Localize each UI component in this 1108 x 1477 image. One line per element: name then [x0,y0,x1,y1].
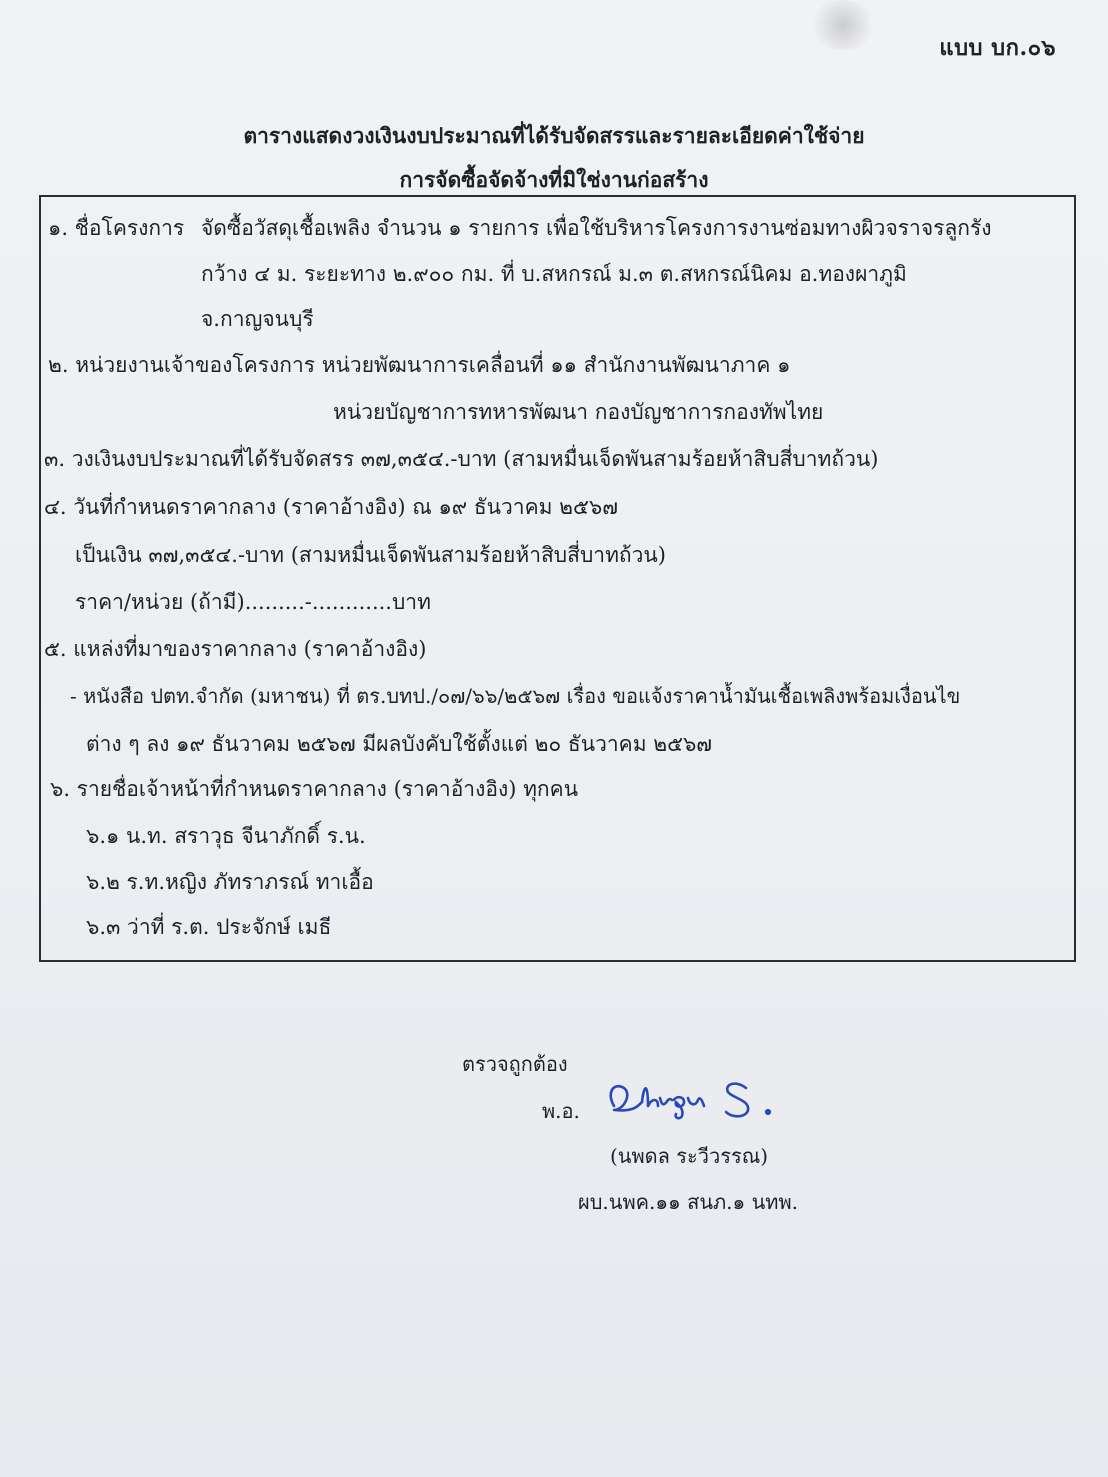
item-1-label: ๑. ชื่อโครงการ [48,216,185,240]
item-1-project-name-line-1: จัดซื้อวัสดุเชื้อเพลิง จำนวน ๑ รายการ เพื่อใช้บริหารโครงการงานซ่อมทางผิวจราจรลูกรัง [201,216,992,240]
item-4-date: ๔. วันที่กำหนดราคากลาง (ราคาอ้างอิง) ณ ๑๙ ธันวาคม ๒๕๖๗ [44,495,619,519]
item-1-project-name-line-2: กว้าง ๔ ม. ระยะทาง ๒.๙๐๐ กม. ที่ บ.สหกรณ์ ม.๓ ต.สหกรณ์นิคม อ.ทองผาภูมิ [201,262,907,286]
item-6-officer-2: ๖.๒ ร.ท.หญิง ภัทราภรณ์ ทาเอื้อ [86,870,374,894]
document-title-line-1: ตารางแสดงวงเงินงบประมาณที่ได้รับจัดสรรและรายละเอียดค่าใช้จ่าย [243,123,865,148]
item-6-officer-1: ๖.๑ น.ท. สราวุธ จีนาภักดิ์ ร.น. [86,824,366,848]
signer-position: ผบ.นพค.๑๑ สนภ.๑ นทพ. [578,1190,798,1214]
item-3-budget: ๓. วงเงินงบประมาณที่ได้รับจัดสรร ๓๗,๓๕๔.-บาท (สามหมื่นเจ็ดพันสามร้อยห้าสิบสี่บาทถ้วน) [44,447,879,471]
item-1-project-name-line-3: จ.กาญจนบุรี [201,307,314,331]
item-4-unit-price: ราคา/หน่วย (ถ้ามี).........-............บาท [75,590,431,614]
signer-name: (นพดล ระวีวรรณ) [610,1144,769,1168]
document-title-line-2: การจัดซื้อจัดจ้างที่มิใช่งานก่อสร้าง [399,167,709,192]
item-5-source-line-2: ต่าง ๆ ลง ๑๙ ธันวาคม ๒๕๖๗ มีผลบังคับใช้ตั้งแต่ ๒๐ ธันวาคม ๒๕๖๗ [86,732,713,756]
item-2-owner-line-1: ๒. หน่วยงานเจ้าของโครงการ หน่วยพัฒนาการเคลื่อนที่ ๑๑ สำนักงานพัฒนาภาค ๑ [48,353,791,377]
item-6-officers-heading: ๖. รายชื่อเจ้าหน้าที่กำหนดราคากลาง (ราคาอ้างอิง) ทุกคน [50,777,579,801]
handwritten-signature [604,1076,784,1126]
item-5-source-line-1: - หนังสือ ปตท.จำกัด (มหาชน) ที่ ตร.บทป./๐๗/๖๖/๒๕๖๗ เรื่อง ขอแจ้งราคาน้ำมันเชื้อเพลิงพร้อมเงื่อนไข [70,684,961,708]
verified-label: ตรวจถูกต้อง [462,1052,568,1076]
item-5-source-heading: ๕. แหล่งที่มาของราคากลาง (ราคาอ้างอิง) [44,637,427,661]
item-4-amount: เป็นเงิน ๓๗,๓๕๔.-บาท (สามหมื่นเจ็ดพันสามร้อยห้าสิบสี่บาทถ้วน) [75,543,666,567]
item-2-owner-line-2: หน่วยบัญชาการทหารพัฒนา กองบัญชาการกองทัพไทย [333,400,824,424]
form-code: แบบ บก.๐๖ [939,35,1056,61]
paper-shadow [808,0,878,50]
signer-rank: พ.อ. [542,1099,580,1123]
item-6-officer-3: ๖.๓ ว่าที่ ร.ต. ประจักษ์ เมธี [86,915,332,939]
